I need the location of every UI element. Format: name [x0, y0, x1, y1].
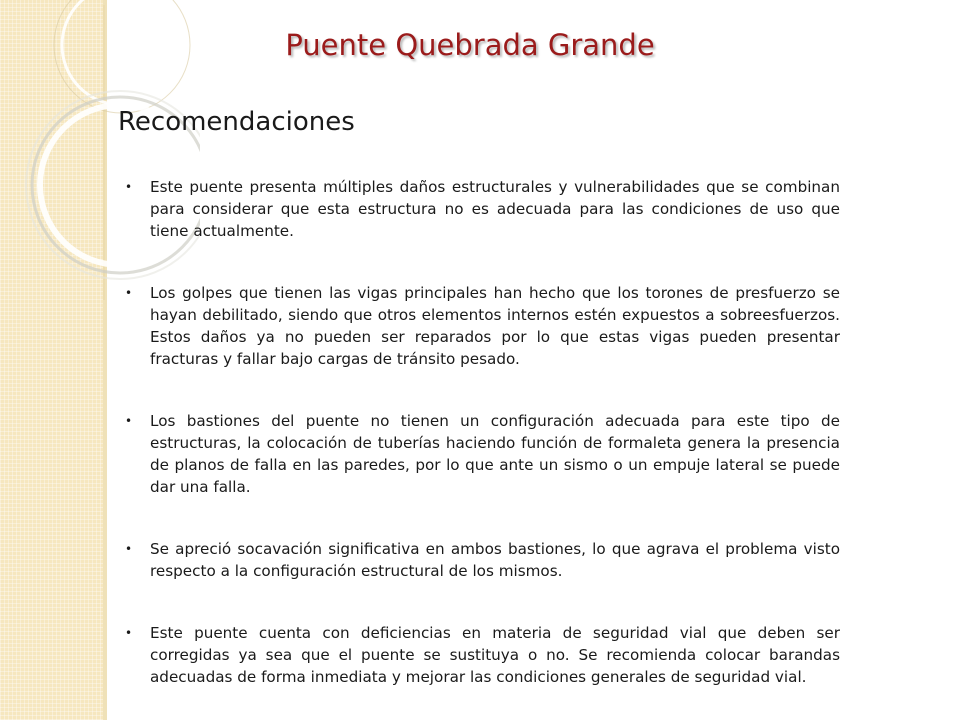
list-item-text: Los bastiones del puente no tienen un configuración adecuada para este tipo de estructuras, la colocación de tuberías haciendo función de formaleta genera la presencia de planos de falla en las paredes, por lo que ante un sismo o un empuje lateral se puede dar una falla. [150, 412, 840, 496]
list-item [125, 622, 840, 688]
bullet-icon: • [125, 286, 133, 300]
bullet-icon: • [125, 414, 133, 428]
list-item-text: Este puente presenta múltiples daños estructurales y vulnerabilidades que se combinan para considerar que esta estructura no es adecuada para las condiciones de uso que tiene actualmente. [150, 178, 840, 240]
slide-title: Puente Quebrada Grande [285, 28, 655, 62]
list-item-text: Los golpes que tienen las vigas principales han hecho que los torones de presfuerzo se hayan debilitado, siendo que otros elementos internos estén expuestos a sobreesfuerzos. Estos daños ya no pueden ser reparados por lo que estas vigas pueden presentar fracturas y fallar bajo cargas de tránsito pesado. [150, 284, 840, 368]
bullet-icon: • [125, 180, 133, 194]
section-heading: Recomendaciones [118, 107, 355, 137]
list-item [125, 410, 840, 498]
bullet-icon: • [125, 626, 133, 640]
list-item [125, 538, 840, 582]
recommendations-list [125, 176, 840, 728]
list-item [125, 282, 840, 370]
list-item-text: Se apreció socavación significativa en ambos bastiones, lo que agrava el problema visto respecto a la configuración estructural de los mismos. [150, 540, 840, 580]
bullet-icon: • [125, 542, 133, 556]
list-item-text: Este puente cuenta con deficiencias en materia de seguridad vial que deben ser corregidas ya sea que el puente se sustituya o no. Se recomienda colocar barandas adecuadas de forma inmediata y mejorar las condiciones generales de seguridad vial. [150, 624, 840, 686]
list-item [125, 176, 840, 242]
